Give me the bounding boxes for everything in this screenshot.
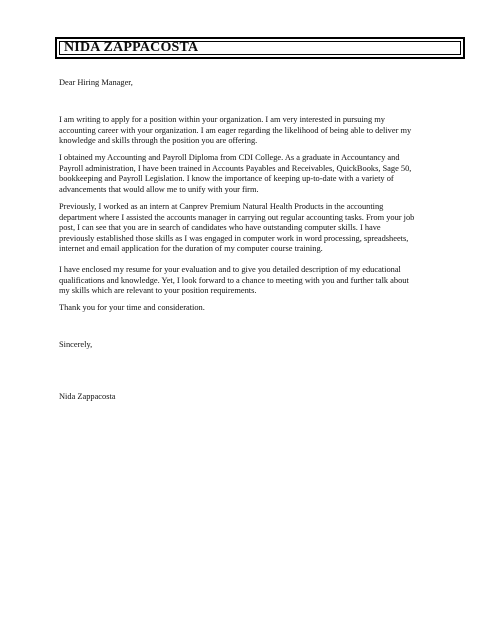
paragraph-line: department where I assisted the accounts manager in carrying out regular accounting tasks. From your job (59, 212, 415, 222)
paragraph-line: Payroll administration, I have been trained in Accounts Payables and Receivables, QuickBooks, Sage 50, (59, 163, 412, 173)
closing: Sincerely, (59, 340, 93, 349)
paragraph-line: qualifications and knowledge. Yet, I look forward to a chance to meeting with you and further talk about (59, 275, 409, 285)
paragraph-line: I obtained my Accounting and Payroll Diploma from CDI College. As a graduate in Accountancy and (59, 153, 400, 162)
paragraph-intro (59, 115, 439, 147)
paragraph-line: accounting career with your organization. I am eager regarding the likelihood of being able to deliver my (59, 125, 412, 135)
paragraph-line: knowledge and skills through the position you are offering. (59, 136, 258, 145)
name-header-inner-border (59, 41, 461, 55)
signature-name: Nida Zappacosta (59, 392, 116, 401)
paragraph-line: Previously, I worked as an intern at Canprev Premium Natural Health Products in the accounting (59, 202, 384, 211)
paragraph-thanks (59, 303, 439, 314)
paragraph-line: my skills which are relevant to your position requirements. (59, 286, 257, 295)
paragraph-line: post, I can see that you are in search of candidates who have outstanding computer skills. I have (59, 223, 381, 232)
paragraph-line: internet and email application for the duration of my computer course training. (59, 244, 323, 253)
paragraph-line: I am writing to apply for a position within your organization. I am very interested in pursuing my (59, 115, 385, 124)
name-header-box (55, 37, 465, 59)
paragraph-line: I have enclosed my resume for your evaluation and to give you detailed description of my educational (59, 265, 401, 274)
paragraph-experience (59, 202, 439, 255)
salutation: Dear Hiring Manager, (59, 78, 133, 87)
paragraph-line: advancements that would allow me to unify with your firm. (59, 184, 259, 194)
paragraph-resume (59, 265, 439, 297)
paragraph-line: Thank you for your time and consideration. (59, 303, 205, 312)
applicant-name: NIDA ZAPPACOSTA (64, 40, 199, 55)
paragraph-line: bookkeeping and Payroll Legislation. I know the importance of keeping up-to-date with a variety of (59, 174, 394, 183)
paragraph-line: previously established those skills as I was engaged in computer work in word processing, spreadsheets, (59, 233, 409, 243)
paragraph-education (59, 153, 439, 195)
